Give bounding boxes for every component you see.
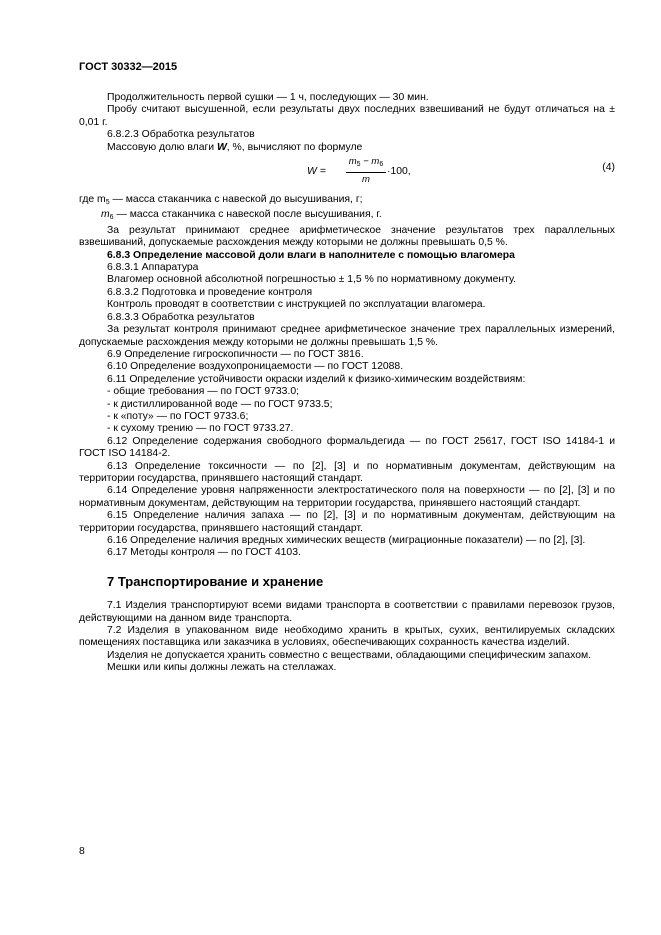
clause-6-14: 6.14 Определение уровня напряженности электростатического поля на поверхности — по [2], [3] и по нормативным документам, действующим на территории государства, принявшего настоящий стандарт.	[79, 485, 615, 509]
clause-6-8-3-3: 6.8.3.3 Обработка результатов	[107, 311, 255, 323]
clause-6-8-2-3: 6.8.2.3 Обработка результатов	[107, 129, 255, 141]
definition-m5: где $m_5$ — масса стаканчика с навеской до высушивания, г;	[79, 194, 363, 207]
formula-lhs: W =	[307, 166, 326, 178]
clause-6-9: 6.9 Определение гигроскопичности — по ГОСТ 3816.	[107, 348, 364, 360]
formula-rhs: ·100,	[387, 166, 411, 178]
paragraph-moisture-meter: Влагомер основной абсолютной погрешностью ± 1,5 % по нормативному документу.	[107, 274, 517, 286]
formula-fraction	[346, 156, 386, 187]
paragraph-drying-duration: Продолжительность первой сушки — 1 ч, последующих — 30 мин.	[107, 92, 429, 103]
paragraph-result-weighing: За результат принимают среднее арифметическое значение результатов трех параллельных взвешиваний, допускаемые расхождения между которыми не должны превышать 0,5 %.	[79, 224, 615, 249]
paragraph-storage-racks: Мешки или кипы должны лежать на стеллажах.	[107, 662, 337, 674]
formula-4	[79, 156, 615, 190]
paragraph-control-procedure: Контроль проводят в соответствии с инструкцией по эксплуатации влагомера.	[107, 299, 486, 311]
definition-m6: $m_6$ — масса стаканчика с навеской после высушивания, г.	[101, 209, 382, 222]
formula-denominator: m	[362, 174, 370, 186]
list-item-sweat: - к «поту» — по ГОСТ 9733.6;	[107, 410, 249, 422]
clause-6-8-3-2: 6.8.3.2 Подготовка и проведение контроля	[107, 286, 313, 298]
list-item-general: - общие требования — по ГОСТ 9733.0;	[107, 386, 300, 398]
clause-6-17: 6.17 Методы контроля — по ГОСТ 4103.	[107, 547, 301, 559]
paragraph-result-measurement: За результат контроля принимают среднее арифметическое значение трех параллельных измерений, допускаемые расхождения между которыми не должны превышать 1,5 %.	[79, 324, 615, 348]
paragraph-storage-restriction: Изделия не допускается хранить совместно с веществами, обладающими специфическим запахом.	[107, 649, 592, 661]
formula-numerator: $m_5 - m_6$	[346, 156, 386, 173]
symbol-w: W	[216, 141, 227, 153]
clause-6-13: 6.13 Определение токсичности — по [2], [3] и по нормативным документам, действующим на территории государства, принявшего настоящий стандарт.	[79, 460, 615, 484]
page-number: 8	[79, 846, 85, 857]
document-body	[79, 92, 615, 675]
list-item-dry-rubbing: - к сухому трению — по ГОСТ 9733.27.	[107, 423, 294, 435]
paragraph-formula-intro: Массовую долю влаги W, %, вычисляют по формуле	[107, 141, 363, 153]
clause-7-2: 7.2 Изделия в упакованном виде необходимо хранить в крытых, сухих, вентилируемых складских помещениях поставщика или заказчика в условиях, обеспечивающих сохранность качества изделий.	[79, 625, 615, 649]
paragraph-dried-criterion: Пробу считают высушенной, если результаты двух последних взвешиваний не будут отличаться на ± 0,01 г.	[79, 104, 615, 128]
section-7-title: 7 Транспортирование и хранение	[107, 573, 324, 589]
document-header: ГОСТ 30332—2015	[79, 61, 178, 73]
clause-6-16: 6.16 Определение наличия вредных химических веществ (миграционные показатели) — по [2], [3].	[107, 535, 586, 546]
clause-7-1: 7.1 Изделия транспортируют всеми видами транспорта в соответствии с правилами перевозок грузов, действующими на данном виде транспорта.	[79, 600, 615, 624]
list-item-distilled-water: - к дистиллированной воде — по ГОСТ 9733.5;	[107, 398, 333, 410]
clause-6-12: 6.12 Определение содержания свободного формальдегида — по ГОСТ 25617, ГОСТ ISO 14184-1 и ГОСТ ISO 14184-2.	[79, 435, 615, 460]
clause-6-15: 6.15 Определение наличия запаха — по [2], [3] и по нормативным документам, действующим на территории государства, принявшего настоящий стандарт.	[79, 510, 615, 534]
clause-6-10: 6.10 Определение воздухопроницаемости — по ГОСТ 12088.	[107, 361, 404, 373]
formula-number: (4)	[602, 162, 615, 174]
clause-6-11: 6.11 Определение устойчивости окраски изделий к физико-химическим воздействиям:	[107, 373, 526, 385]
clause-6-8-3-heading: 6.8.3 Определение массовой доли влаги в наполнителе с помощью влагомера	[107, 249, 515, 261]
clause-6-8-3-1: 6.8.3.1 Аппаратура	[107, 262, 199, 274]
